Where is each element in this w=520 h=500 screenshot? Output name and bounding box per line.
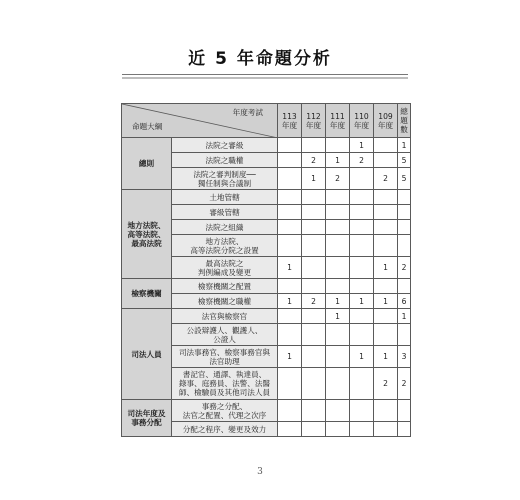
year-header: 111 年度 bbox=[326, 104, 350, 138]
year-header: 110 年度 bbox=[350, 104, 374, 138]
count-cell bbox=[302, 138, 326, 153]
count-cell: 1 bbox=[278, 257, 302, 279]
count-cell bbox=[278, 324, 302, 346]
count-cell bbox=[278, 190, 302, 205]
total-cell: 3 bbox=[398, 346, 411, 368]
topic-cell: 地方法院、 高等法院分院之設置 bbox=[172, 235, 278, 257]
count-cell bbox=[350, 190, 374, 205]
count-cell bbox=[278, 153, 302, 168]
total-cell: 6 bbox=[398, 294, 411, 309]
category-cell: 司法人員 bbox=[122, 309, 172, 400]
count-cell bbox=[374, 153, 398, 168]
topic-cell: 法院之審判制度── 獨任制與合議制 bbox=[172, 168, 278, 190]
total-header: 總 題 數 bbox=[398, 104, 411, 138]
topic-cell: 公設辯護人、觀護人、 公證人 bbox=[172, 324, 278, 346]
count-cell bbox=[326, 138, 350, 153]
count-cell bbox=[350, 368, 374, 400]
topic-cell: 法院之職權 bbox=[172, 153, 278, 168]
count-cell bbox=[278, 220, 302, 235]
table-row bbox=[122, 279, 411, 294]
topic-cell: 分配之程序、變更及效力 bbox=[172, 422, 278, 437]
total-cell: 1 bbox=[398, 309, 411, 324]
topic-cell: 司法事務官、檢察事務官與 法官助理 bbox=[172, 346, 278, 368]
count-cell bbox=[350, 309, 374, 324]
count-cell bbox=[326, 257, 350, 279]
count-cell: 2 bbox=[326, 168, 350, 190]
table-row bbox=[122, 309, 411, 324]
count-cell: 1 bbox=[374, 257, 398, 279]
count-cell bbox=[326, 190, 350, 205]
count-cell bbox=[278, 279, 302, 294]
count-cell: 1 bbox=[350, 138, 374, 153]
count-cell bbox=[350, 168, 374, 190]
count-cell bbox=[350, 220, 374, 235]
total-cell bbox=[398, 220, 411, 235]
topic-cell: 土地管轄 bbox=[172, 190, 278, 205]
total-cell bbox=[398, 324, 411, 346]
count-cell bbox=[326, 220, 350, 235]
count-cell: 1 bbox=[350, 294, 374, 309]
count-cell bbox=[326, 324, 350, 346]
page-number: 3 bbox=[257, 467, 263, 477]
topic-cell: 檢察機關之職權 bbox=[172, 294, 278, 309]
exam-year-label: 年度考試 bbox=[232, 108, 263, 117]
count-cell: 2 bbox=[350, 153, 374, 168]
topic-cell: 法院之審級 bbox=[172, 138, 278, 153]
total-cell: 5 bbox=[398, 153, 411, 168]
count-cell bbox=[278, 205, 302, 220]
count-cell bbox=[278, 235, 302, 257]
count-cell bbox=[302, 205, 326, 220]
count-cell bbox=[374, 220, 398, 235]
count-cell bbox=[374, 190, 398, 205]
count-cell: 1 bbox=[326, 309, 350, 324]
count-cell bbox=[326, 400, 350, 422]
count-cell bbox=[278, 422, 302, 437]
table-row bbox=[122, 190, 411, 205]
count-cell bbox=[278, 309, 302, 324]
count-cell bbox=[278, 168, 302, 190]
count-cell bbox=[278, 368, 302, 400]
total-cell: 1 bbox=[398, 138, 411, 153]
outline-label: 命題大綱 bbox=[132, 122, 163, 131]
total-cell bbox=[398, 279, 411, 294]
count-cell bbox=[302, 309, 326, 324]
count-cell bbox=[302, 257, 326, 279]
count-cell bbox=[374, 205, 398, 220]
count-cell bbox=[350, 324, 374, 346]
count-cell: 2 bbox=[374, 168, 398, 190]
count-cell bbox=[278, 400, 302, 422]
total-cell bbox=[398, 422, 411, 437]
analysis-table bbox=[121, 103, 411, 437]
count-cell bbox=[326, 422, 350, 437]
count-cell bbox=[302, 346, 326, 368]
table-row bbox=[122, 400, 411, 422]
total-cell bbox=[398, 205, 411, 220]
count-cell bbox=[350, 422, 374, 437]
category-cell: 檢察機關 bbox=[122, 279, 172, 309]
count-cell bbox=[374, 138, 398, 153]
count-cell bbox=[302, 279, 326, 294]
total-cell bbox=[398, 235, 411, 257]
count-cell: 2 bbox=[374, 368, 398, 400]
title-rule-shadow bbox=[122, 77, 408, 79]
year-header: 113 年度 bbox=[278, 104, 302, 138]
count-cell bbox=[326, 368, 350, 400]
topic-cell: 書記官、通譯、執達員、 錄事、庭務員、法警、法醫 師、檢驗員及其他司法人員 bbox=[172, 368, 278, 400]
topic-cell: 事務之分配、 法官之配置、代理之次序 bbox=[172, 400, 278, 422]
count-cell: 2 bbox=[302, 153, 326, 168]
year-header: 109 年度 bbox=[374, 104, 398, 138]
total-cell: 2 bbox=[398, 257, 411, 279]
count-cell bbox=[374, 400, 398, 422]
category-cell: 地方法院、 高等法院、 最高法院 bbox=[122, 190, 172, 279]
topic-cell: 法官與檢察官 bbox=[172, 309, 278, 324]
count-cell bbox=[278, 138, 302, 153]
total-cell bbox=[398, 400, 411, 422]
count-cell bbox=[350, 400, 374, 422]
category-cell: 司法年度及 事務分配 bbox=[122, 400, 172, 437]
title-rule bbox=[122, 74, 408, 75]
count-cell bbox=[302, 220, 326, 235]
count-cell bbox=[374, 279, 398, 294]
count-cell bbox=[374, 422, 398, 437]
count-cell bbox=[374, 235, 398, 257]
total-cell bbox=[398, 190, 411, 205]
count-cell: 1 bbox=[302, 168, 326, 190]
topic-cell: 檢察機關之配置 bbox=[172, 279, 278, 294]
count-cell bbox=[302, 190, 326, 205]
count-cell: 1 bbox=[374, 294, 398, 309]
header-row bbox=[122, 104, 411, 138]
count-cell bbox=[302, 324, 326, 346]
count-cell: 1 bbox=[326, 294, 350, 309]
year-header: 112 年度 bbox=[302, 104, 326, 138]
count-cell bbox=[374, 309, 398, 324]
count-cell bbox=[350, 279, 374, 294]
count-cell bbox=[374, 324, 398, 346]
count-cell bbox=[326, 235, 350, 257]
corner-header bbox=[122, 104, 278, 138]
count-cell: 1 bbox=[350, 346, 374, 368]
total-cell: 2 bbox=[398, 368, 411, 400]
count-cell bbox=[302, 368, 326, 400]
count-cell bbox=[350, 257, 374, 279]
topic-cell: 審級管轄 bbox=[172, 205, 278, 220]
category-cell: 總則 bbox=[122, 138, 172, 190]
count-cell bbox=[326, 205, 350, 220]
page-title: 近 5 年命題分析 bbox=[188, 49, 332, 69]
total-cell: 5 bbox=[398, 168, 411, 190]
count-cell bbox=[302, 235, 326, 257]
count-cell: 1 bbox=[326, 153, 350, 168]
count-cell bbox=[326, 346, 350, 368]
count-cell: 1 bbox=[278, 346, 302, 368]
count-cell bbox=[326, 279, 350, 294]
count-cell bbox=[302, 400, 326, 422]
table-row bbox=[122, 138, 411, 153]
topic-cell: 最高法院之 判例編成及變更 bbox=[172, 257, 278, 279]
count-cell: 1 bbox=[374, 346, 398, 368]
count-cell bbox=[350, 235, 374, 257]
topic-cell: 法院之組織 bbox=[172, 220, 278, 235]
count-cell: 2 bbox=[302, 294, 326, 309]
count-cell: 1 bbox=[278, 294, 302, 309]
count-cell bbox=[350, 205, 374, 220]
count-cell bbox=[302, 422, 326, 437]
